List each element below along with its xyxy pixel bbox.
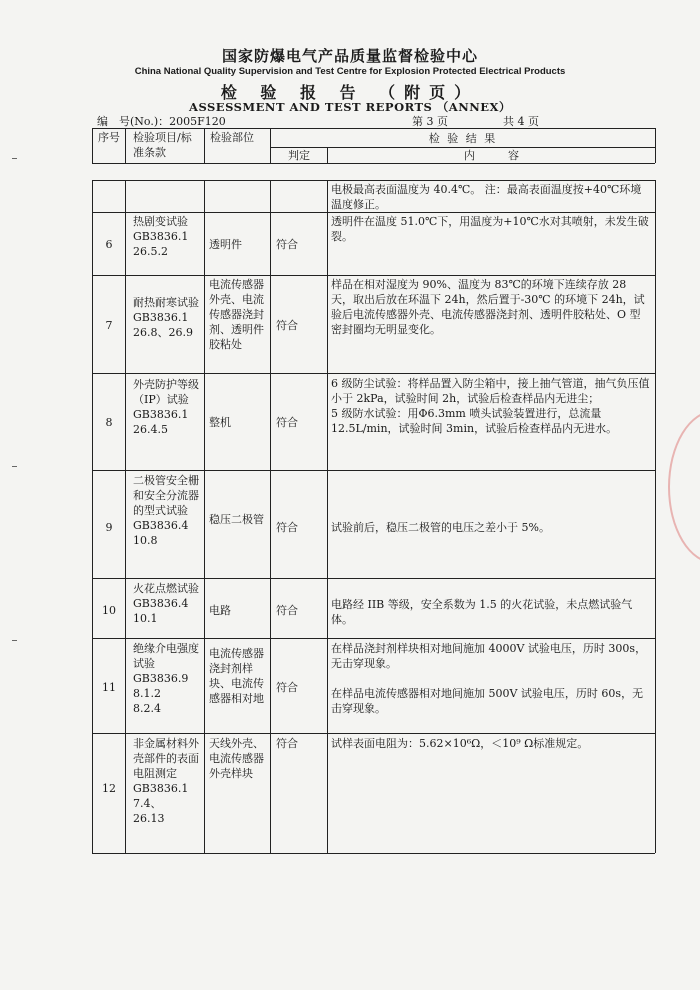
serial-number: 编 号(No.)：2005F120 <box>97 115 226 128</box>
organization-name-en: China National Quality Supervision and Test Centre for Explosion Protected Electrical Products <box>134 66 566 77</box>
table-row-content: 试验前后，稳压二极管的电压之差小于 5%。 <box>331 521 550 534</box>
table-row-content: 透明件在温度 51.0℃下，用温度为+10℃水对其喷射，未发生破裂。 <box>331 215 649 243</box>
table-row-item: 二极管安全栅和安全分流器的型式试验 GB3836.4 10.8 <box>133 474 199 547</box>
table-row-judge: 符合 <box>276 604 298 617</box>
red-seal-stamp <box>668 410 700 564</box>
table-row-item: 外壳防护等级（IP）试验 GB3836.1 26.4.5 <box>133 378 199 436</box>
table-row-no: 6 <box>105 238 113 251</box>
header-part: 检验部位 <box>210 131 254 144</box>
table-row-part: 电流传感器外壳、电流传感器浇封剂、透明件胶粘处 <box>209 278 264 351</box>
table-row-part: 整机 <box>209 416 231 429</box>
table-row-part: 透明件 <box>209 238 242 251</box>
table-row-item: 火花点燃试验 GB3836.4 10.1 <box>133 582 199 625</box>
table-row-item: 非金属材料外壳部件的表面电阻测定 GB3836.1 7.4、 26.13 <box>133 737 199 825</box>
header-judge: 判定 <box>288 149 310 162</box>
total-pages: 共 4 页 <box>503 115 539 128</box>
table-row-no: 8 <box>105 416 113 429</box>
table-row-part: 稳压二极管 <box>209 513 264 526</box>
margin-mark <box>12 158 17 159</box>
table-row-item: 绝缘介电强度试验 GB3836.9 8.1.2 8.2.4 <box>133 642 199 715</box>
table-row-content: 试样表面电阻为：5.62×10⁶Ω，＜10⁹ Ω标准规定。 <box>331 737 589 750</box>
table-row-no: 7 <box>105 319 113 332</box>
table-row-no: 9 <box>105 521 113 534</box>
table-row-item: 耐热耐寒试验 GB3836.1 26.8、26.9 <box>133 296 199 339</box>
report-title-cn: 检 验 报 告 （附页） <box>220 83 480 102</box>
table-row-part: 电流传感器浇封剂样块、电流传感器相对地 <box>209 647 264 705</box>
table-row-part: 天线外壳、电流传感器外壳样块 <box>209 737 264 780</box>
table-row-content: 在样品浇封剂样块相对地间施加 4000V 试验电压，历时 300s，无击穿现象。 在样品电流传感器相对地间施加 500V 试验电压，历时 60s，无击穿现象。 <box>331 642 647 715</box>
table-row-item: 热剧变试验 GB3836.1 26.5.2 <box>133 215 189 258</box>
page-number: 第 3 页 <box>412 115 448 128</box>
table-row-content: 电路经 IIB 等级，安全系数为 1.5 的火花试验，未点燃试验气体。 <box>331 598 633 626</box>
margin-mark <box>12 466 17 467</box>
table-row-judge: 符合 <box>276 737 298 750</box>
table-row-no: 11 <box>102 681 116 694</box>
organization-name-cn: 国家防爆电气产品质量监督检验中心 <box>221 47 478 65</box>
table-row-content: 6 级防尘试验：将样品置入防尘箱中，接上抽气管道，抽气负压值小于 2kPa，试验时间 2h，试验后检查样品内无进尘； 5 级防水试验：用Φ6.3mm 喷头试验装置进行，总流量 12.5L/min，试验时间 3min，试验后检查样品内无进水。 <box>331 377 650 435</box>
table-row-no: 12 <box>102 782 116 795</box>
table-row-content: 样品在相对湿度为 90%、温度为 83℃的环境下连续存放 28 天，取出后放在环温下 24h，然后置于-30℃ 的环境下 24h，试验后电流传感器外壳、电流传感器浇封剂、透明件胶粘处、O 型密封圈均无明显变化。 <box>331 278 645 336</box>
table-row-judge: 符合 <box>276 416 298 429</box>
header-no: 序号 <box>98 131 120 144</box>
table-row-no: 10 <box>102 604 116 617</box>
header-item: 检验项目/标准条款 <box>133 131 192 159</box>
header-content: 内 容 <box>464 149 519 162</box>
margin-mark <box>12 640 17 641</box>
table-row-judge: 符合 <box>276 521 298 534</box>
table-row-part: 电路 <box>209 604 231 617</box>
report-title-en: ASSESSMENT AND TEST REPORTS （ANNEX） <box>189 100 511 114</box>
table-row-judge: 符合 <box>276 238 298 251</box>
header-result: 检 验 结 果 <box>428 132 498 145</box>
table-row-judge: 符合 <box>276 319 298 332</box>
table-row-content: 电极最高表面温度为 40.4℃。 注：最高表面温度按+40℃环境温度修正。 <box>331 183 642 211</box>
table-row-judge: 符合 <box>276 681 298 694</box>
